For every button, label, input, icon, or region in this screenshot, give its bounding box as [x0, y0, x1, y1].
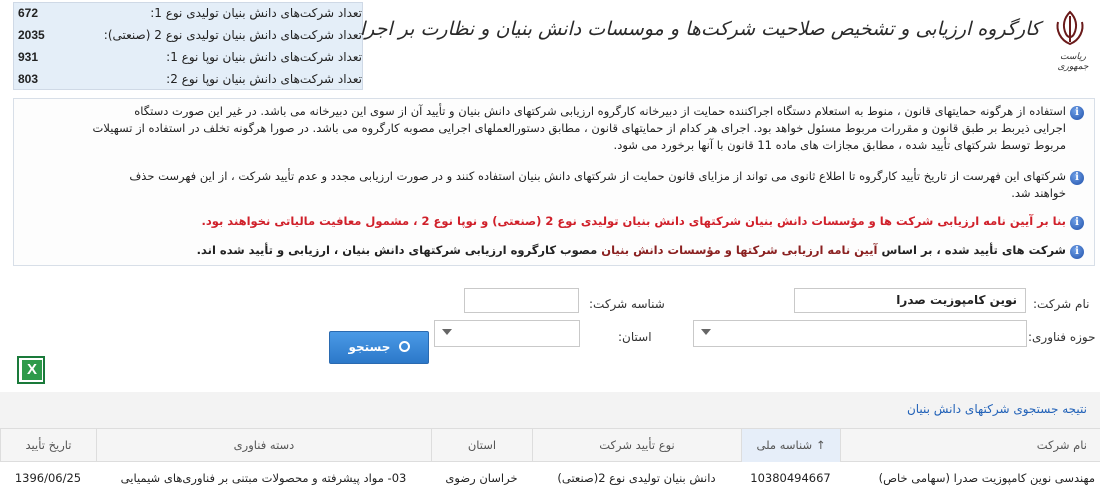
column-header-company-name[interactable]: نام شرکت	[840, 429, 1100, 462]
cell-category: 03- مواد پیشرفته و محصولات مبتنی بر فناوری‌های شیمیایی	[120, 471, 407, 485]
search-button-label: جستجو	[348, 340, 391, 354]
stat-label: تعداد شرکت‌های دانش بنیان نوپا نوع 2:	[166, 72, 362, 86]
table-header	[0, 428, 1100, 462]
province-label: استان:	[618, 330, 652, 344]
stat-row	[14, 4, 364, 26]
company-name-label: نام شرکت:	[1033, 297, 1090, 311]
excel-icon: X	[22, 360, 42, 380]
stat-value: 803	[18, 72, 39, 86]
tech-field-select[interactable]	[693, 320, 1027, 347]
column-header-approval-date[interactable]: تاریخ تأیید	[0, 429, 96, 462]
cell-province: خراسان رضوی	[445, 471, 518, 485]
cell-company-name: مهندسی نوین کامپوزیت صدرا (سهامی خاص)	[878, 471, 1095, 485]
chevron-down-icon	[701, 329, 711, 335]
excel-export-button[interactable]	[17, 356, 45, 384]
tax-warning-text: بنا بر آیین نامه ارزیابی شرکت ها و مؤسسات دانش بنیان شرکتهای دانش بنیان تولیدی نوع 2 (صنعتی) و نوپا نوع 2 ، مشمول معافیت مالیاتی نخواهند بود.	[201, 214, 1066, 228]
company-id-label: شناسه شرکت:	[589, 297, 665, 311]
info-icon: i	[1070, 245, 1084, 259]
province-select[interactable]	[434, 320, 580, 347]
info-paragraph-line: خواهند شد.	[1011, 186, 1066, 200]
stat-row	[14, 48, 364, 70]
info-panel	[13, 98, 1095, 266]
stat-label: تعداد شرکت‌های دانش بنیان تولیدی نوع 1:	[150, 6, 362, 20]
bylaw-link[interactable]: آیین نامه ارزیابی شرکتها و مؤسسات دانش بنیان	[601, 243, 878, 257]
column-header-approval-type[interactable]: نوع تأیید شرکت	[532, 429, 741, 462]
stat-label: تعداد شرکت‌های دانش بنیان نوپا نوع 1:	[166, 50, 362, 64]
stat-row	[14, 26, 364, 48]
cell-approval-date: 1396/06/25	[14, 471, 82, 485]
column-header-label: شناسه ملی	[756, 438, 813, 452]
cell-approval-type: دانش بنیان تولیدی نوع 2(صنعتی)	[557, 471, 716, 485]
emblem-icon	[1050, 8, 1090, 48]
stat-row	[14, 70, 364, 92]
info-paragraph-line: شرکتهای این فهرست از تاریخ تأیید کارگروه تا اطلاع ثانوی می تواند از مزایای قانون حمایت از شرکتهای دانش بنیان استفاده کنند و در صورت ارزیابی مجدد و عدم تأیید شرکت ، از این فهرست حذف	[129, 169, 1066, 183]
stat-value: 672	[18, 6, 39, 20]
column-header-national-id[interactable]	[741, 429, 840, 462]
presidency-label: ریاست جمهوری	[1057, 52, 1089, 72]
header	[0, 0, 1100, 90]
search-button[interactable]	[329, 331, 429, 364]
info-icon: i	[1070, 216, 1084, 230]
info-text-part: مصوب کارگروه ارزیابی شرکتهای دانش بنیان ، ارزیابی و تأیید شده اند.	[196, 243, 598, 257]
column-header-province[interactable]: استان	[431, 429, 532, 462]
info-icon: i	[1070, 171, 1084, 185]
info-icon: i	[1070, 106, 1084, 120]
stats-box	[13, 2, 363, 90]
stat-label: تعداد شرکت‌های دانش بنیان تولیدی نوع 2 (صنعتی):	[103, 28, 362, 42]
column-header-category[interactable]: دسته فناوری	[96, 429, 431, 462]
org-title: کارگروه ارزیابی و تشخیص صلاحیت شرکت‌ها و موسسات دانش بنیان و نظارت بر اجرا	[359, 18, 1040, 40]
tech-field-label: حوزه فناوری:	[1028, 330, 1096, 344]
search-icon	[399, 341, 410, 352]
results-title: نتیجه جستجوی شرکتهای دانش بنیان	[906, 402, 1087, 416]
info-paragraph-line: اجرایی ذیربط بر طبق قانون و مقررات مربوط مسئول خواهد بود. اجرای هر کدام از حمایتهای قانون ، مطابق دستورالعملهای اجرایی مصوبه کارگروه می باشد. در صورا هرگونه تخلف در استفاده از تسهیلات	[92, 121, 1066, 135]
stat-value: 2035	[18, 28, 45, 42]
info-paragraph-line	[197, 242, 1066, 259]
sort-asc-icon: ↑	[815, 438, 826, 452]
info-paragraph-line: استفاده از هرگونه حمایتهای قانون ، منوط به استعلام دستگاه اجراکننده حمایت از دبیرخانه کارگروه ارزیابی شرکتهای دانش بنیان و تأیید آن از سوی این دبیرخانه می باشد. در غیر این صورت دستگاه	[134, 104, 1066, 118]
company-id-input[interactable]	[464, 288, 579, 313]
company-name-input[interactable]: نوین کامپوزیت صدرا	[794, 288, 1026, 313]
info-text-part: شرکت های تأیید شده ، بر اساس	[881, 243, 1066, 257]
info-paragraph-line: مربوط توسط شرکتهای تأیید شده ، مطابق مجازات های ماده 11 قانون با آنها برخورد می شود.	[613, 138, 1066, 152]
results-bar	[0, 392, 1100, 428]
chevron-down-icon	[442, 329, 452, 335]
stat-value: 931	[18, 50, 39, 64]
cell-national-id: 10380494667	[750, 471, 831, 485]
